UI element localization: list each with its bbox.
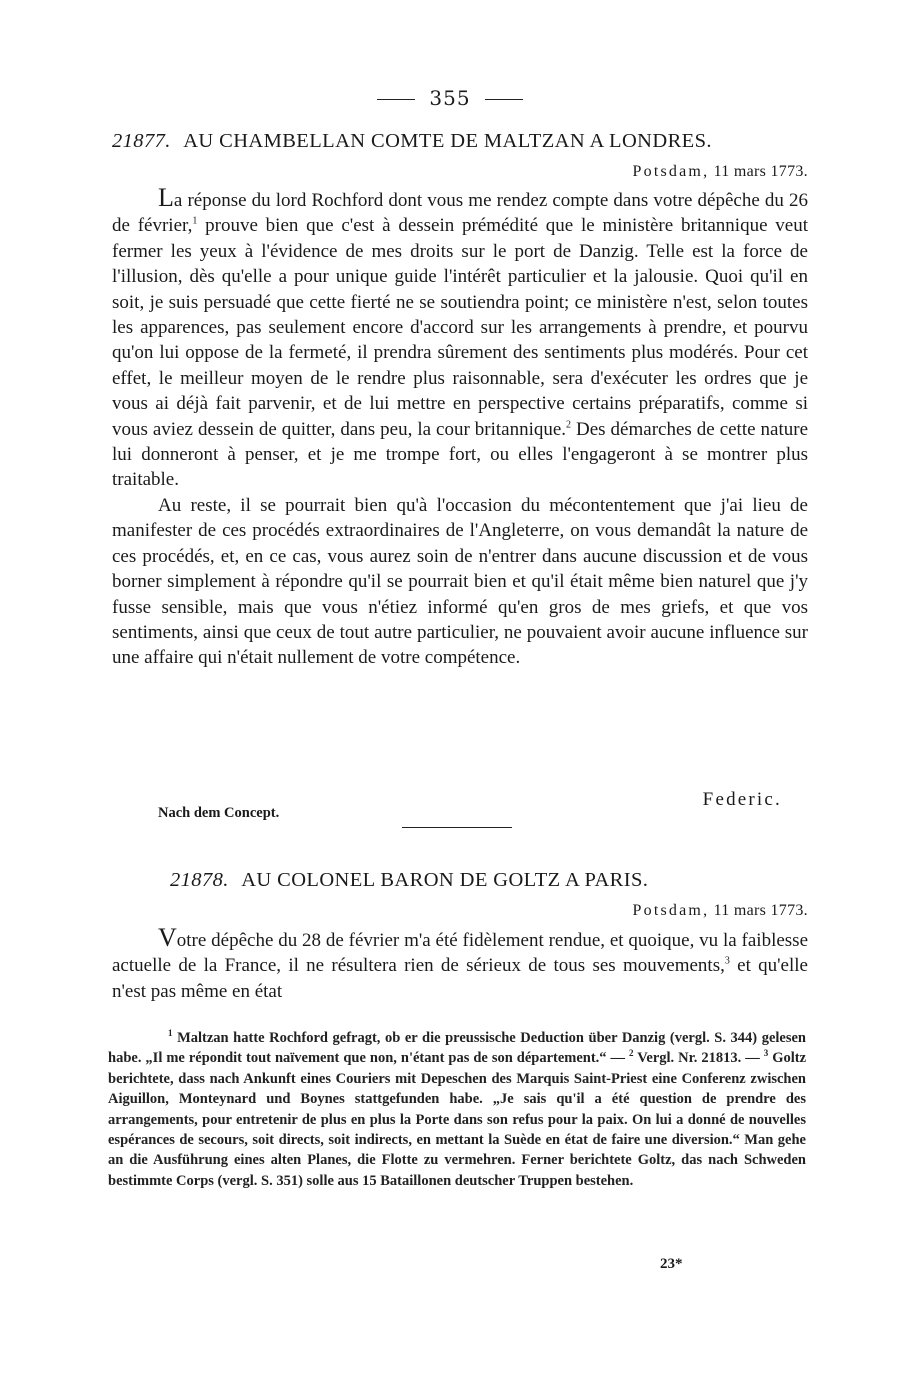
footnote-3-mark: 3	[763, 1048, 769, 1059]
letter-1-place: Potsdam,	[632, 163, 710, 180]
footnotes-text	[108, 1028, 806, 1191]
letter-1-title: AU CHAMBELLAN COMTE DE MALTZAN A LONDRES.	[183, 130, 712, 152]
letter-2-title: AU COLONEL BARON DE GOLTZ A PARIS.	[241, 869, 649, 891]
letter-2-place: Potsdam,	[632, 902, 710, 919]
sheet-signature-mark: 23*	[660, 1256, 683, 1272]
letter-2-dateline	[633, 902, 808, 920]
letter-1-dateline	[633, 163, 808, 181]
page-number-dash-left	[377, 99, 415, 100]
page-number-value: 355	[429, 86, 471, 110]
letter-1-body	[112, 183, 809, 671]
letter-2-paragraph-1-text-b: et qu'elle n'est pas même en état	[112, 955, 808, 1002]
letter-1-number: 21877.	[112, 130, 171, 152]
letter-2-heading	[170, 869, 870, 892]
signature: Federic.	[702, 789, 782, 810]
letter-2-lead-letter: V	[158, 923, 177, 952]
letter-1-date: 11 mars 1773.	[713, 163, 808, 180]
letter-1-paragraph-1-text-b: prouve bien que c'est à dessein prémédité que le ministère britannique veut fermer les yeux à l'évidence de mes droits sur le port de Danzig. Telle est la force de l'illusion, dès qu'elle a pour unique guide l'intérêt particulier et la jalousie. Quoi qu'il en soit, je suis persuadé que cette fierté ne se soutiendra point; ce ministère n'est, selon toutes les apparences, pas seulement encore d'accord sur les arrangements à prendre, et pourvu qu'on lui oppose de la fermeté, il prendra sûrement des sentiments plus modérés. Pour cet effet, le meilleur moyen de le rendre plus raisonnable, sera d'exécuter les ordres que je vous ai déjà fait parvenir, et de lui mettre en perspective certains préparatifs, comme si vous aviez dessein de quitter, dans peu, la cour britannique.	[112, 215, 808, 440]
footnote-ref-2: 2	[566, 419, 572, 431]
page-number	[0, 86, 900, 110]
footnote-3: Goltz berichtete, dass nach Ankunft eines Couriers mit Depeschen des Marquis Saint-Priest eine Conferenz zwischen Aiguillon, Monteynard und Boynes stattgefunden habe. „Je sais qu'il a été question de prendre des arrangements, pour entretenir de plus en plus la Porte dans son refus pour la paix. On lui a donné de nouvelles espérances de secours, soit directs, soit indirects, en mettant la Suède en état de faire une diversion.“ Man gehe an die Ausführung eines alten Planes, die Flotte zu vermehren. Ferner berichtete Goltz, das nach Schweden bestimmte Corps (vergl. S. 351) solle aus 15 Bataillonen deutscher Truppen bestehen.	[108, 1050, 807, 1189]
letter-2-body	[112, 923, 808, 1004]
footnote-ref-3: 3	[724, 956, 730, 968]
letter-2-paragraph-1-text-a: otre dépêche du 28 de février m'a été fidèlement rendue, et quoique, vu la faiblesse actuelle de la France, il ne résultera rien de sérieux de tous ses mouvements,	[112, 930, 808, 977]
footnotes	[108, 1028, 806, 1191]
letter-1-lead-letter: L	[158, 183, 174, 212]
source-note: Nach dem Concept.	[158, 805, 280, 821]
letter-1-paragraph-1-text-c: Des démarches de cette nature lui donneront à penser, et je me trompe fort, ou elles l'engageront à se montrer plus traitable.	[112, 418, 809, 491]
letter-1-paragraph-1	[112, 183, 809, 493]
letter-2-date: 11 mars 1773.	[713, 902, 808, 919]
letter-2-paragraph-1	[112, 923, 808, 1004]
footnote-2-mark: 2	[629, 1048, 634, 1059]
letter-1-paragraph-1-text-a: a réponse du lord Rochford dont vous me rendez compte dans votre dépêche du 26 de février,	[112, 190, 808, 237]
footnote-2: Vergl. Nr. 21813. —	[633, 1050, 760, 1067]
letter-2-number: 21878.	[170, 869, 229, 891]
footnote-1-mark: 1	[168, 1028, 173, 1039]
footnote-1: Maltzan hatte Rochford gefragt, ob er die preussische Deduction über Danzig (vergl. S. 344) gelesen habe. „Il me répondit tout naïvement que non, n'étant pas de son département.“ —	[108, 1030, 806, 1067]
letter-1-paragraph-2: Au reste, il se pourrait bien qu'à l'occasion du mécontentement que j'ai lieu de manifester de ces procédés extraordinaires de l'Angleterre, on vous demandât la nature de ces procédés, et, en ce cas, vous aurez soin de n'entrer dans aucune discussion et de vous borner simplement à répondre qu'il se pourrait bien et qu'il était même bien naturel que j'y fusse sensible, mais que vous n'étiez informé qu'en gros de mes griefs, et que vos sentiments, ainsi que ceux de tout autre particulier, ne pouvaient avoir aucune influence sur une affaire qui n'était nullement de votre compétence.	[112, 494, 808, 669]
section-divider	[402, 827, 512, 828]
letter-1-heading	[112, 130, 812, 153]
page-number-dash-right	[485, 99, 523, 100]
footnote-ref-1: 1	[192, 216, 198, 228]
